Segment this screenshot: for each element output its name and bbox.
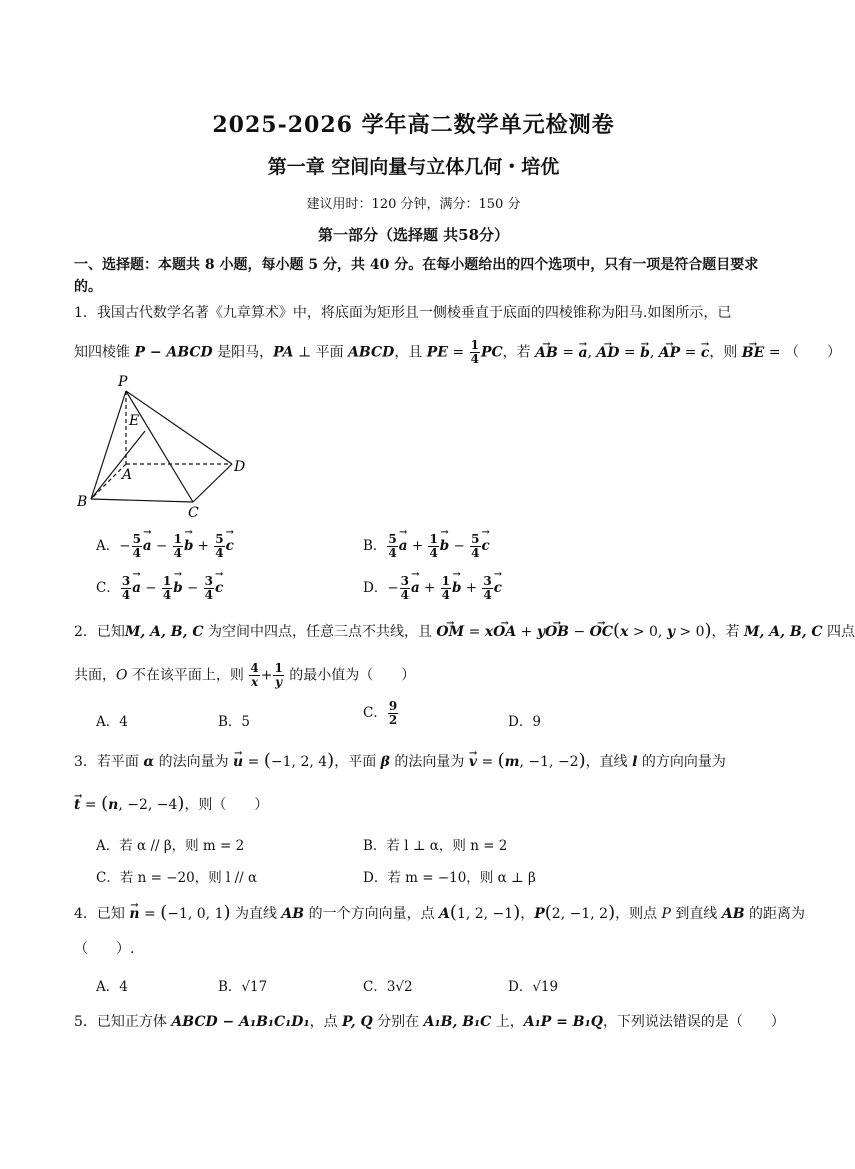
q2-line1: 2．已知M, A, B, C 为空间中四点，任意三点不共线，且 → OM = x→ OA + y→ OB − → OC(x > 0, y > 0)，若 M, A, B, C 四点 xyxy=(74,620,855,643)
q4-line1: 4．已知 → n = (−1, 0, 1) 为直线 AB 的一个方向向量，点 A(1, 2, −1)，P(2, −1, 2)，则点 P 到直线 AB 的距离为 xyxy=(74,902,805,925)
label-d: D xyxy=(234,459,246,475)
q4-option-a[interactable]: A．4 xyxy=(96,979,128,995)
q3-option-c[interactable]: C．若 n = −20，则 l // α xyxy=(96,870,258,886)
fraction: $\frac{1}{4}$ xyxy=(470,338,479,366)
q4-option-d[interactable]: D．√19 xyxy=(508,979,559,995)
q2-option-b[interactable]: B．5 xyxy=(218,714,251,730)
label-c: C xyxy=(188,505,199,521)
q1-option-b[interactable]: B． $\frac{5}{4}$ → a + $\frac{1}{4}$ → b − $\frac{5}{4}$ → c xyxy=(363,533,490,560)
q3-line2: → t = (n, −2, −4)，则（ ） xyxy=(74,793,268,816)
edge-bc xyxy=(91,499,193,502)
label-e: E xyxy=(129,413,140,429)
label-p: P xyxy=(118,374,128,390)
q3-option-b[interactable]: B．若 l ⊥ α，则 n = 2 xyxy=(363,838,508,854)
q1-line2: 知四棱锥 P − ABCD 是阳马，PA ⊥ 平面 ABCD，且 PE = $\frac{1}{4}$ PC，若 → AB = → a, → AD = → b, → AP = → c，则 → BE = （ ） xyxy=(74,339,841,366)
edge-pd xyxy=(126,391,232,464)
edge-be xyxy=(91,431,145,499)
page-subtitle: 第一章 空间向量与立体几何・培优 xyxy=(267,156,560,178)
q2-option-c[interactable]: C． $\frac{9}{2}$ xyxy=(363,699,398,727)
edge-cd xyxy=(193,464,232,502)
label-a: A xyxy=(122,467,133,483)
q2-option-d[interactable]: D．9 xyxy=(508,714,541,730)
part-heading: 第一部分（选择题 共58分） xyxy=(317,226,510,244)
q4-line2: （ ）. xyxy=(74,941,135,957)
q3-option-d[interactable]: D．若 m = −10，则 α ⊥ β xyxy=(363,870,536,886)
q3-line1: 3．若平面 α 的法向量为 → u = (−1, 2, 4)，平面 β 的法向量为 → v = (m, −1, −2)，直线 l 的方向向量为 xyxy=(74,750,726,773)
edge-pb xyxy=(91,391,126,499)
section-heading: 一、选择题：本题共 8 小题，每小题 5 分，共 40 分。在每小题给出的四个选项中，只有一项是符合题目要求的。 xyxy=(74,257,759,295)
q4-option-b[interactable]: B．√17 xyxy=(218,979,268,995)
q1-line1: 1．我国古代数学名著《九章算术》中，将底面为矩形且一侧棱垂直于底面的四棱锥称为阳马.如图所示，已 xyxy=(74,305,732,321)
pyramid-figure xyxy=(72,372,252,520)
q2-line2: 共面，O 不在该平面上，则 $\frac{4}{x}$ + $\frac{1}{y}$ 的最小值为（ ） xyxy=(74,661,416,689)
exam-meta: 建议用时：120 分钟，满分：150 分 xyxy=(306,197,521,212)
edge-pc xyxy=(126,391,193,502)
page-title: 2025-2026 学年高二数学单元检测卷 xyxy=(212,112,615,138)
q1-option-c[interactable]: C． $\frac{3}{4}$ → a − $\frac{1}{4}$ → b − $\frac{3}{4}$ → c xyxy=(96,575,223,602)
q4-option-c[interactable]: C．3√2 xyxy=(363,979,413,995)
q2-option-a[interactable]: A．4 xyxy=(96,714,128,730)
q1-option-a[interactable]: A．− $\frac{5}{4}$ → a − $\frac{1}{4}$ → b + $\frac{5}{4}$ → c xyxy=(96,533,234,560)
q5-line1: 5．已知正方体 ABCD − A₁B₁C₁D₁，点 P, Q 分别在 A₁B, B₁C 上，A₁P = B₁Q，下列说法错误的是（ ） xyxy=(74,1014,785,1030)
label-b: B xyxy=(77,494,88,510)
q3-option-a[interactable]: A．若 α // β，则 m = 2 xyxy=(96,838,245,854)
q1-option-d[interactable]: D．− $\frac{3}{4}$ → a + $\frac{1}{4}$ → b + $\frac{3}{4}$ → c xyxy=(363,575,502,602)
